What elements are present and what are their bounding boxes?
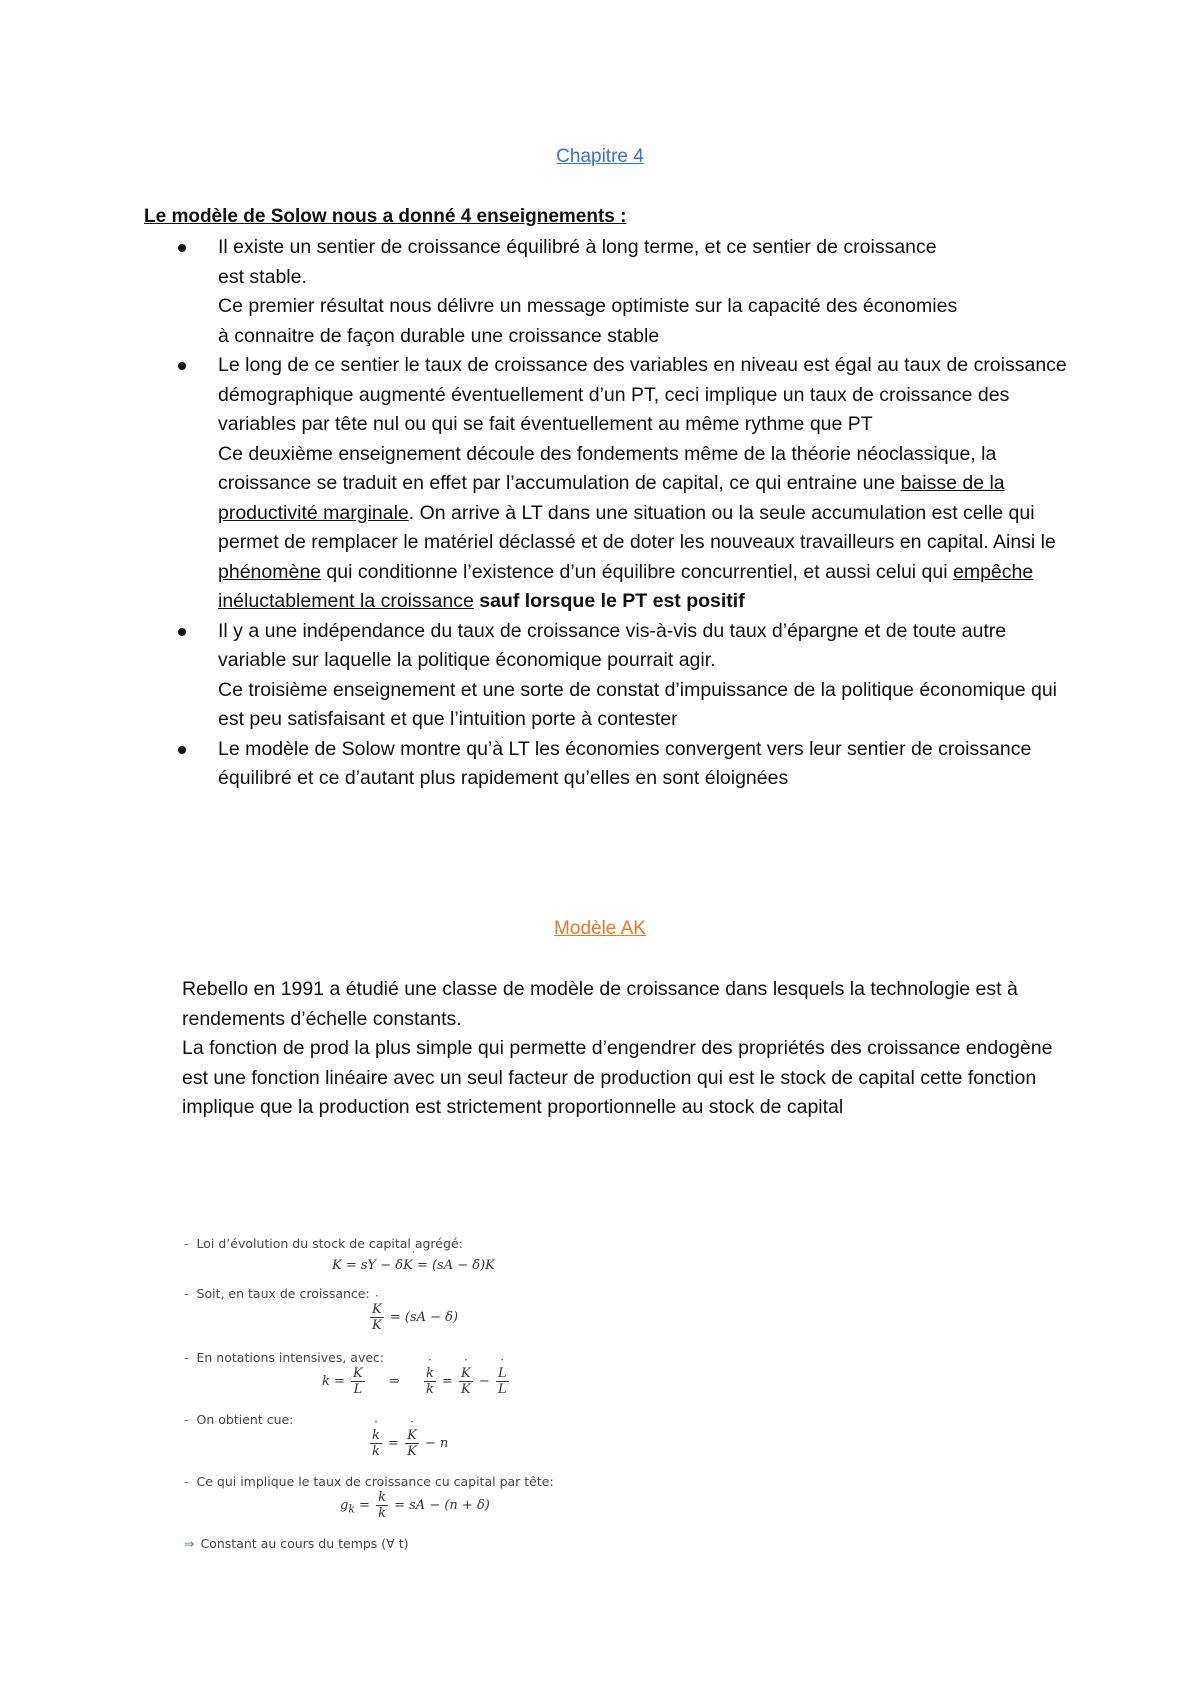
fraction [376, 1490, 388, 1521]
equation-text: ˙ K = sY − δK = (sA − δ)K [332, 1258, 495, 1273]
dash: - [184, 1412, 189, 1427]
numerator: K [353, 1366, 363, 1381]
equals-sign: = [388, 1436, 399, 1451]
label-text: En notations intensives, avec: [196, 1350, 385, 1365]
label-text: Ce qui implique le taux de croissance cu capital par tête: [196, 1474, 554, 1489]
fraction [459, 1366, 473, 1397]
denominator: K [372, 1318, 382, 1333]
text-run: qui conditionne l’existence d’un équilibre concurrentiel, et aussi celui qui [321, 560, 953, 583]
list-item [170, 735, 1070, 794]
ak-body [182, 975, 1082, 1123]
bullet-4-para1: Le modèle de Solow montre qu’à LT les économies convergent vers leur sentier de croissance équilibré et ce d’autant plus rapidement qu’elles en sont éloignées [218, 737, 1032, 789]
numerator: ˙ L [496, 1366, 509, 1382]
fraction [424, 1366, 436, 1397]
formula-label-3 [184, 1350, 384, 1365]
dash: - [184, 1286, 189, 1301]
text-run: Ce deuxième enseignement découle des fondements même de la théorie néoclassique, la croissance se traduit en effet par l’accumulation de capital, ce qui entraine une [218, 442, 997, 494]
lessons-list [170, 233, 1070, 794]
bullet-2-para1: Le long de ce sentier le taux de croissance des variables en niveau est égal au taux de croissance démographique augmenté éventuellement d’un PT, ceci implique un taux de croissance des variables par tête nul ou qui se fait éventuellement au même rythme que PT [218, 354, 1067, 435]
implies-arrow-icon: ⇒ [184, 1536, 195, 1551]
dash: - [184, 1236, 189, 1251]
bullet-1-line2: est stable. [218, 265, 307, 288]
equation-2 [368, 1302, 458, 1333]
numerator: ˙ k [424, 1366, 436, 1382]
implies-arrow: ⇒ [388, 1374, 400, 1389]
label-text: Constant au cours du temps (∀ t) [200, 1536, 409, 1551]
underlined-text: phénomène [218, 560, 322, 583]
list-item [170, 351, 1070, 617]
equation-3 [322, 1366, 511, 1397]
text-run: . On arrive à LT dans une situation ou la seule accumulation est celle qui permet de remplacer le matériel déclassé et de doter les nouveaux travailleurs en capital. Ainsi le [218, 501, 1056, 553]
denominator: k [372, 1444, 380, 1459]
denominator: L [497, 1382, 507, 1397]
equation-text: = (sA − δ) [389, 1310, 459, 1325]
ak-paragraph-1: Rebello en 1991 a étudié une classe de modèle de croissance dans lesquels la technologie est à rendements d’échelle constants. [182, 978, 1018, 1030]
section-title-ak: Modèle AK [554, 918, 646, 939]
denominator: K [461, 1382, 471, 1397]
label-text: Soit, en taux de croissance: [196, 1286, 370, 1301]
bullet-icon [178, 244, 186, 252]
numerator: ˙ K [405, 1428, 419, 1444]
label-text: Loi d’évolution du stock de capital agrégé: [196, 1236, 463, 1251]
numerator: ˙ K [459, 1366, 473, 1382]
denominator: K [407, 1444, 417, 1459]
bold-text: sauf lorsque le PT est positif [473, 590, 745, 612]
bullet-1-line3: Ce premier résultat nous délivre un message optimiste sur la capacité des économies [218, 295, 958, 317]
numerator: ˙ k [370, 1428, 382, 1444]
equation-1 [332, 1258, 495, 1273]
formula-label-4 [184, 1412, 293, 1427]
bullet-icon [178, 362, 186, 370]
fraction [496, 1366, 509, 1397]
fraction [370, 1428, 382, 1459]
numerator: ˙ K [370, 1302, 384, 1318]
bullet-3-para1: Il y a une indépendance du taux de croissance vis-à-vis du taux d’épargne et de toute autre variable sur laquelle la politique économique pourrait agir. [218, 619, 1007, 671]
denominator: k [378, 1506, 386, 1521]
fraction [370, 1302, 384, 1333]
equation-text: = sA − (n + δ) [394, 1498, 490, 1513]
formula-label-6 [184, 1536, 408, 1551]
bullet-1-line4: à connaitre de façon durable une croissance stable [218, 324, 660, 347]
bullet-1-line1: Il existe un sentier de croissance équilibré à long terme, et ce sentier de croissance [218, 236, 937, 258]
equals-sign: = [359, 1498, 370, 1513]
equation-5 [340, 1490, 490, 1521]
bullet-icon [178, 746, 186, 754]
list-item [170, 233, 1070, 351]
formula-label-5 [184, 1474, 554, 1489]
label-text: On obtient cue: [196, 1412, 294, 1427]
dash: - [184, 1474, 189, 1489]
chapter-title: Chapitre 4 [556, 146, 644, 167]
equation-text: k = [322, 1374, 345, 1389]
bullet-icon [178, 628, 186, 636]
subscript: k [348, 1502, 355, 1516]
equation-text: − n [424, 1436, 449, 1451]
underlined-text: baisse de la productivité marginale [218, 472, 1005, 524]
fraction [351, 1366, 365, 1397]
bullet-3-para2: Ce troisième enseignement et une sorte de constat d’impuissance de la politique économique qui est peu satisfaisant et que l’intuition porte à contester [218, 678, 1058, 730]
fraction [405, 1428, 419, 1459]
formula-label-2 [184, 1286, 370, 1301]
numerator: ˙ k [376, 1490, 388, 1506]
denominator: L [353, 1382, 363, 1397]
bullet-2-para2 [218, 440, 1070, 617]
equals-sign: = [441, 1374, 453, 1389]
list-item [170, 617, 1070, 735]
equation-text: g [340, 1498, 349, 1513]
dash: - [184, 1350, 189, 1365]
formula-image [172, 1236, 772, 1556]
underlined-text: empêche inéluctablement la croissance [218, 560, 1034, 612]
ak-paragraph-2: La fonction de prod la plus simple qui permette d’engendrer des propriétés des croissance endogène est une fonction linéaire avec un seul facteur de production qui est le stock de capital cette fonction implique que la production est strictement proportionnelle au stock de capital [182, 1037, 1053, 1118]
denominator: k [425, 1382, 434, 1397]
formula-label-1 [184, 1236, 463, 1251]
intro-heading: Le modèle de Solow nous a donné 4 enseignements : [144, 206, 627, 227]
minus-sign: − [478, 1374, 490, 1389]
equation-4 [368, 1428, 448, 1459]
